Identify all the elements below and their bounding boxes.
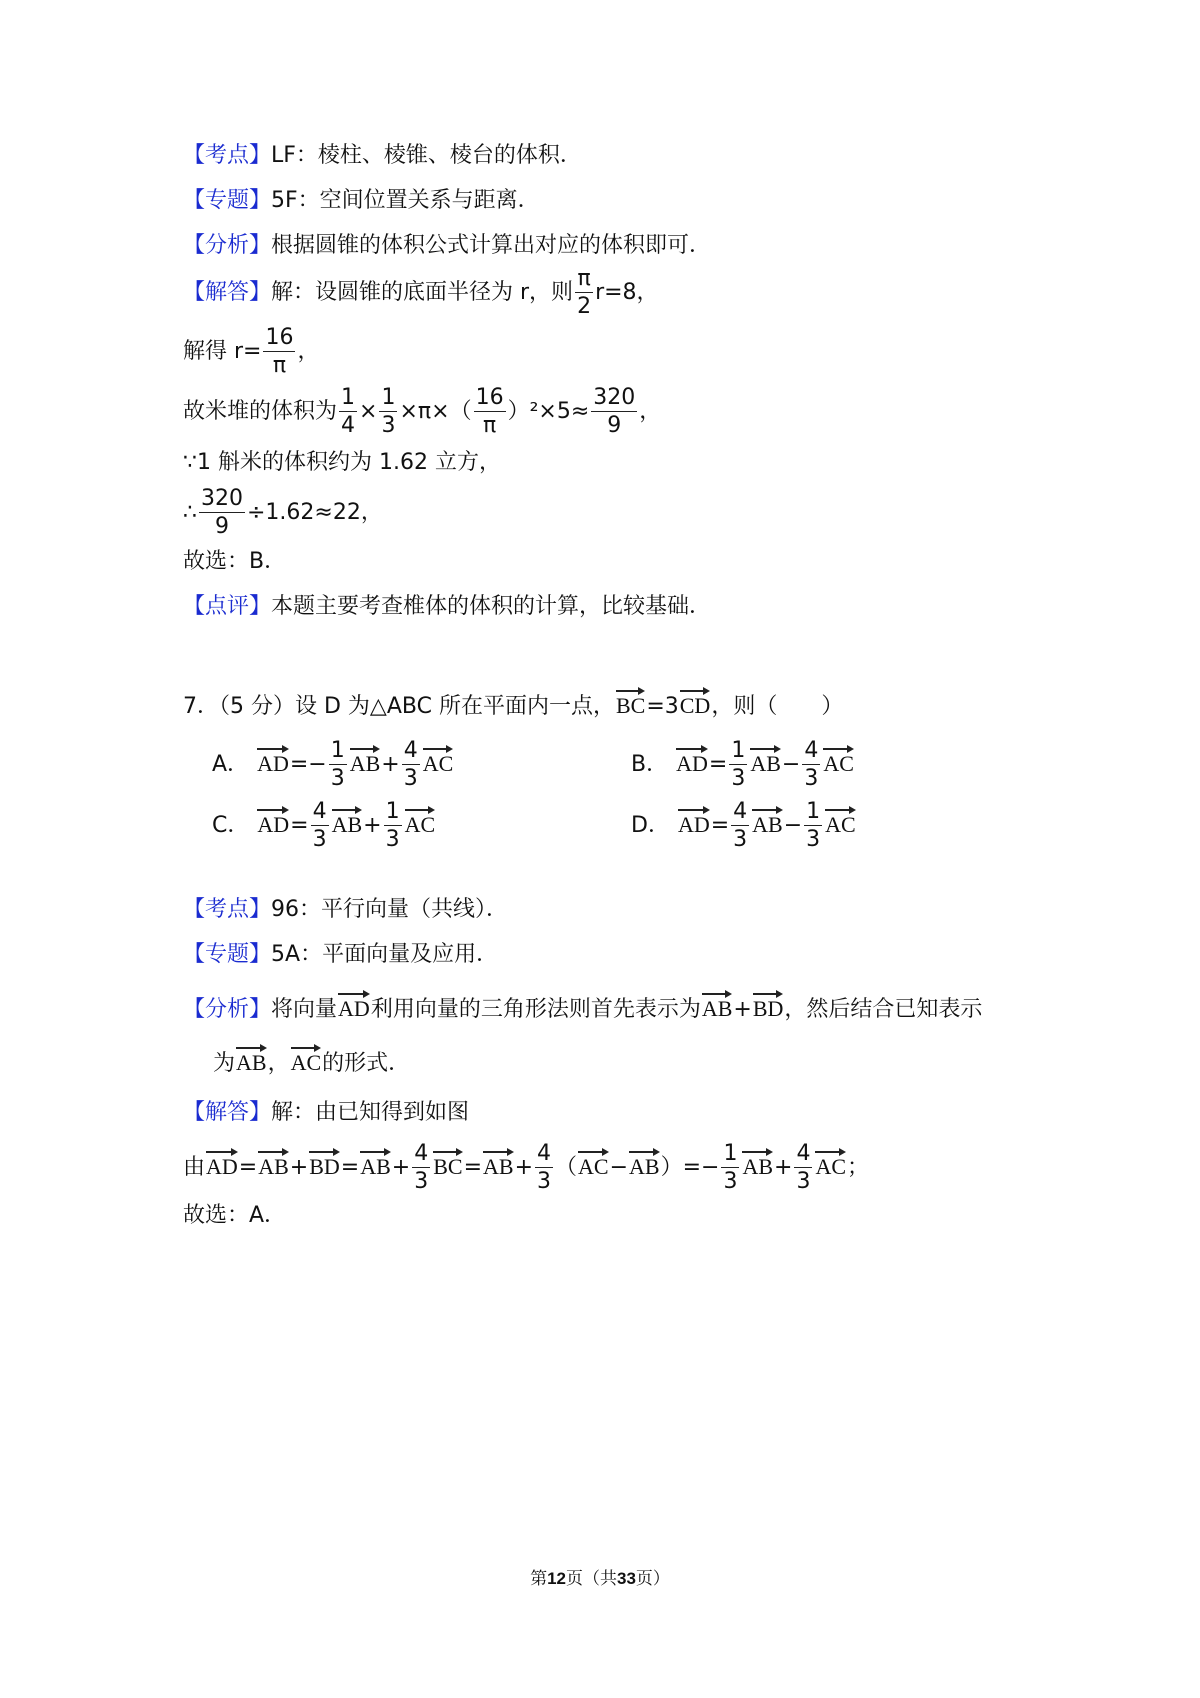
fraction bbox=[731, 801, 749, 851]
fenxi-line-1 bbox=[183, 231, 711, 261]
page-footer bbox=[0, 1564, 1200, 1589]
jieda-text: 解：设圆锥的底面半径为 r，则 bbox=[271, 280, 574, 305]
fraction bbox=[199, 488, 245, 538]
answer-line-2 bbox=[183, 1201, 286, 1231]
option-b bbox=[631, 740, 855, 790]
text: = bbox=[710, 813, 730, 838]
total-pages: 33 bbox=[617, 1569, 636, 1588]
text: = bbox=[238, 1155, 258, 1180]
denominator: 3 bbox=[723, 1169, 738, 1194]
denominator: 3 bbox=[796, 1169, 811, 1194]
denominator: 3 bbox=[403, 766, 418, 791]
text: = bbox=[340, 1155, 360, 1180]
numerator: 4 bbox=[403, 738, 418, 763]
vector: AD bbox=[257, 805, 289, 836]
text: ）²×5≈ bbox=[507, 399, 590, 424]
text: =3 bbox=[646, 694, 679, 719]
denominator: π bbox=[272, 353, 287, 378]
therefore-sign: ∴ bbox=[183, 500, 197, 525]
vector: AB bbox=[483, 1147, 514, 1178]
footer-text: 第 bbox=[530, 1569, 548, 1589]
numerator: 4 bbox=[733, 799, 748, 824]
fraction bbox=[535, 1143, 553, 1193]
vector: AB bbox=[332, 805, 363, 836]
vector: AC bbox=[825, 805, 856, 836]
vector: AC bbox=[823, 744, 854, 775]
vector: AB bbox=[629, 1147, 660, 1178]
kaodian-line-2 bbox=[183, 895, 508, 925]
denominator: π bbox=[482, 413, 497, 438]
numerator: 4 bbox=[796, 1141, 811, 1166]
vector: AB bbox=[750, 744, 781, 775]
denominator: 3 bbox=[312, 827, 327, 852]
text: ）=− bbox=[660, 1155, 720, 1180]
denominator: 9 bbox=[607, 413, 622, 438]
denominator: 3 bbox=[414, 1169, 429, 1194]
text: + bbox=[514, 1155, 534, 1180]
text: = bbox=[463, 1155, 483, 1180]
zhuanti-text: 5A：平面向量及应用． bbox=[271, 942, 499, 967]
text: ； bbox=[847, 1155, 870, 1180]
numerator: 320 bbox=[201, 486, 243, 511]
text: + bbox=[774, 1155, 793, 1180]
option-label: B． bbox=[631, 752, 669, 777]
vector: AC bbox=[291, 1043, 322, 1074]
zhuanti-tag: 【专题】 bbox=[183, 188, 272, 213]
therefore-line bbox=[183, 488, 383, 538]
zhuanti-text: 5F：空间位置关系与距离． bbox=[271, 188, 540, 213]
jieda-text-end: r=8， bbox=[595, 280, 659, 305]
denominator: 3 bbox=[330, 766, 345, 791]
text: 7．（5 分）设 D 为△ABC 所在平面内一点， bbox=[183, 694, 615, 719]
text: 故选：A． bbox=[183, 1203, 287, 1228]
jieda-line-1 bbox=[183, 268, 659, 318]
text: + bbox=[289, 1155, 309, 1180]
text: + bbox=[733, 997, 752, 1022]
vector: AB bbox=[258, 1147, 289, 1178]
vector: AB bbox=[236, 1043, 267, 1074]
text: ÷1.62≈22， bbox=[247, 500, 383, 525]
fenxi-line-2-cont bbox=[213, 1043, 410, 1079]
times-sign: × bbox=[359, 399, 378, 424]
fraction bbox=[263, 327, 295, 377]
option-label: C． bbox=[212, 813, 250, 838]
fraction bbox=[402, 740, 420, 790]
vector: AB bbox=[360, 1147, 391, 1178]
vector: AD bbox=[206, 1147, 238, 1178]
text: ， bbox=[639, 399, 662, 424]
text: ×π×（ bbox=[399, 399, 472, 424]
fraction bbox=[802, 740, 820, 790]
denominator: 2 bbox=[577, 294, 592, 319]
numerator: 1 bbox=[381, 385, 396, 410]
fraction bbox=[794, 1143, 812, 1193]
text: ， bbox=[267, 1051, 290, 1076]
kaodian-text: 96：平行向量（共线）． bbox=[271, 897, 509, 922]
text: 解得 r= bbox=[183, 339, 262, 364]
option-label: D． bbox=[631, 813, 670, 838]
numerator: 1 bbox=[385, 799, 400, 824]
zhuanti-line-1 bbox=[183, 186, 540, 216]
vector: AC bbox=[423, 744, 454, 775]
fraction bbox=[721, 1143, 739, 1193]
jieda-line-2 bbox=[183, 1098, 469, 1128]
vector: BD bbox=[309, 1147, 340, 1178]
kaodian-tag: 【考点】 bbox=[183, 897, 272, 922]
kaodian-text: LF：棱柱、棱锥、棱台的体积． bbox=[271, 143, 582, 168]
fraction bbox=[379, 387, 397, 437]
jieda-text: 解：由已知得到如图 bbox=[271, 1100, 470, 1125]
denominator: 4 bbox=[341, 413, 356, 438]
text: = bbox=[290, 813, 309, 838]
vector: AD bbox=[338, 989, 370, 1020]
text: 故选：B． bbox=[183, 549, 287, 574]
text: 利用向量的三角形法则首先表示为 bbox=[370, 997, 701, 1022]
text: 由 bbox=[183, 1155, 206, 1180]
dianping-text: 本题主要考查椎体的体积的计算，比较基础． bbox=[271, 594, 712, 619]
vector: AC bbox=[405, 805, 436, 836]
fraction bbox=[729, 740, 747, 790]
vector: AC bbox=[578, 1147, 609, 1178]
numerator: 1 bbox=[330, 738, 345, 763]
text: ，然后结合已知表示 bbox=[784, 997, 983, 1022]
text: ，则（ ） bbox=[711, 694, 844, 719]
denominator: 3 bbox=[537, 1169, 552, 1194]
option-d bbox=[631, 801, 857, 851]
text: − bbox=[609, 1155, 629, 1180]
vector: BC bbox=[433, 1147, 462, 1178]
vector: BD bbox=[753, 989, 784, 1020]
footer-text: 页（共 bbox=[566, 1569, 617, 1589]
numerator: 320 bbox=[593, 385, 636, 410]
text: + bbox=[391, 1155, 411, 1180]
page-number: 12 bbox=[547, 1569, 566, 1588]
vector: CD bbox=[680, 686, 711, 717]
zhuanti-tag: 【专题】 bbox=[183, 942, 272, 967]
answer-line-1 bbox=[183, 547, 286, 577]
fraction bbox=[591, 387, 637, 437]
dianping-tag: 【点评】 bbox=[183, 594, 272, 619]
fraction bbox=[575, 268, 593, 318]
numerator: 1 bbox=[806, 799, 821, 824]
text: 将向量 bbox=[271, 997, 338, 1022]
fenxi-tag: 【分析】 bbox=[183, 997, 272, 1022]
fenxi-line-2 bbox=[183, 989, 982, 1025]
fraction bbox=[474, 387, 506, 437]
vector: AD bbox=[678, 805, 710, 836]
fraction bbox=[412, 1143, 430, 1193]
jieda-tag: 【解答】 bbox=[183, 280, 272, 305]
volume-line bbox=[183, 387, 661, 437]
text: = bbox=[708, 752, 728, 777]
numerator: 4 bbox=[414, 1141, 429, 1166]
vector: AD bbox=[257, 744, 289, 775]
fraction bbox=[311, 801, 329, 851]
denominator: 3 bbox=[381, 413, 396, 438]
vector: AB bbox=[742, 1147, 773, 1178]
fenxi-text: 根据圆锥的体积公式计算出对应的体积即可． bbox=[271, 233, 712, 258]
derivation-line bbox=[183, 1143, 869, 1193]
text: + bbox=[381, 752, 400, 777]
footer-text: 页） bbox=[635, 1569, 670, 1589]
fraction bbox=[329, 740, 347, 790]
numerator: 4 bbox=[537, 1141, 552, 1166]
denominator: 3 bbox=[804, 766, 819, 791]
numerator: 4 bbox=[312, 799, 327, 824]
text: 故米堆的体积为 bbox=[183, 399, 338, 424]
text: 为 bbox=[213, 1051, 236, 1076]
numerator: 4 bbox=[804, 738, 819, 763]
text: + bbox=[363, 813, 382, 838]
vector: AB bbox=[350, 744, 381, 775]
zhuanti-line-2 bbox=[183, 940, 498, 970]
numerator: 1 bbox=[723, 1141, 738, 1166]
numerator: 1 bbox=[341, 385, 356, 410]
text: =− bbox=[289, 752, 327, 777]
kaodian-tag: 【考点】 bbox=[183, 143, 272, 168]
fenxi-tag: 【分析】 bbox=[183, 233, 272, 258]
text: 的形式． bbox=[322, 1051, 411, 1076]
solve-r-line bbox=[183, 327, 320, 377]
vector: AC bbox=[815, 1147, 846, 1178]
jieda-tag: 【解答】 bbox=[183, 1100, 272, 1125]
text: − bbox=[781, 752, 801, 777]
fraction bbox=[384, 801, 402, 851]
dianping-line bbox=[183, 592, 711, 622]
question-stem bbox=[183, 686, 843, 722]
numerator: π bbox=[575, 268, 593, 293]
text: （ bbox=[555, 1155, 578, 1180]
numerator: 1 bbox=[731, 738, 746, 763]
option-label: A． bbox=[212, 752, 250, 777]
vector: AB bbox=[752, 805, 783, 836]
option-c bbox=[212, 801, 436, 851]
numerator: 16 bbox=[475, 385, 504, 410]
numerator: 16 bbox=[265, 325, 294, 350]
vector: AB bbox=[702, 989, 733, 1020]
vector: BC bbox=[616, 686, 645, 717]
denominator: 3 bbox=[806, 827, 821, 852]
vector: AD bbox=[676, 744, 708, 775]
text: ， bbox=[297, 339, 320, 364]
option-a bbox=[212, 740, 454, 790]
denominator: 3 bbox=[733, 827, 748, 852]
because-line bbox=[183, 448, 501, 478]
denominator: 3 bbox=[731, 766, 746, 791]
text: ∵1 斛米的体积约为 1.62 立方， bbox=[183, 450, 501, 475]
text: − bbox=[783, 813, 803, 838]
fraction bbox=[804, 801, 822, 851]
fraction bbox=[339, 387, 357, 437]
denominator: 3 bbox=[385, 827, 400, 852]
kaodian-line-1 bbox=[183, 141, 582, 171]
denominator: 9 bbox=[215, 514, 229, 539]
